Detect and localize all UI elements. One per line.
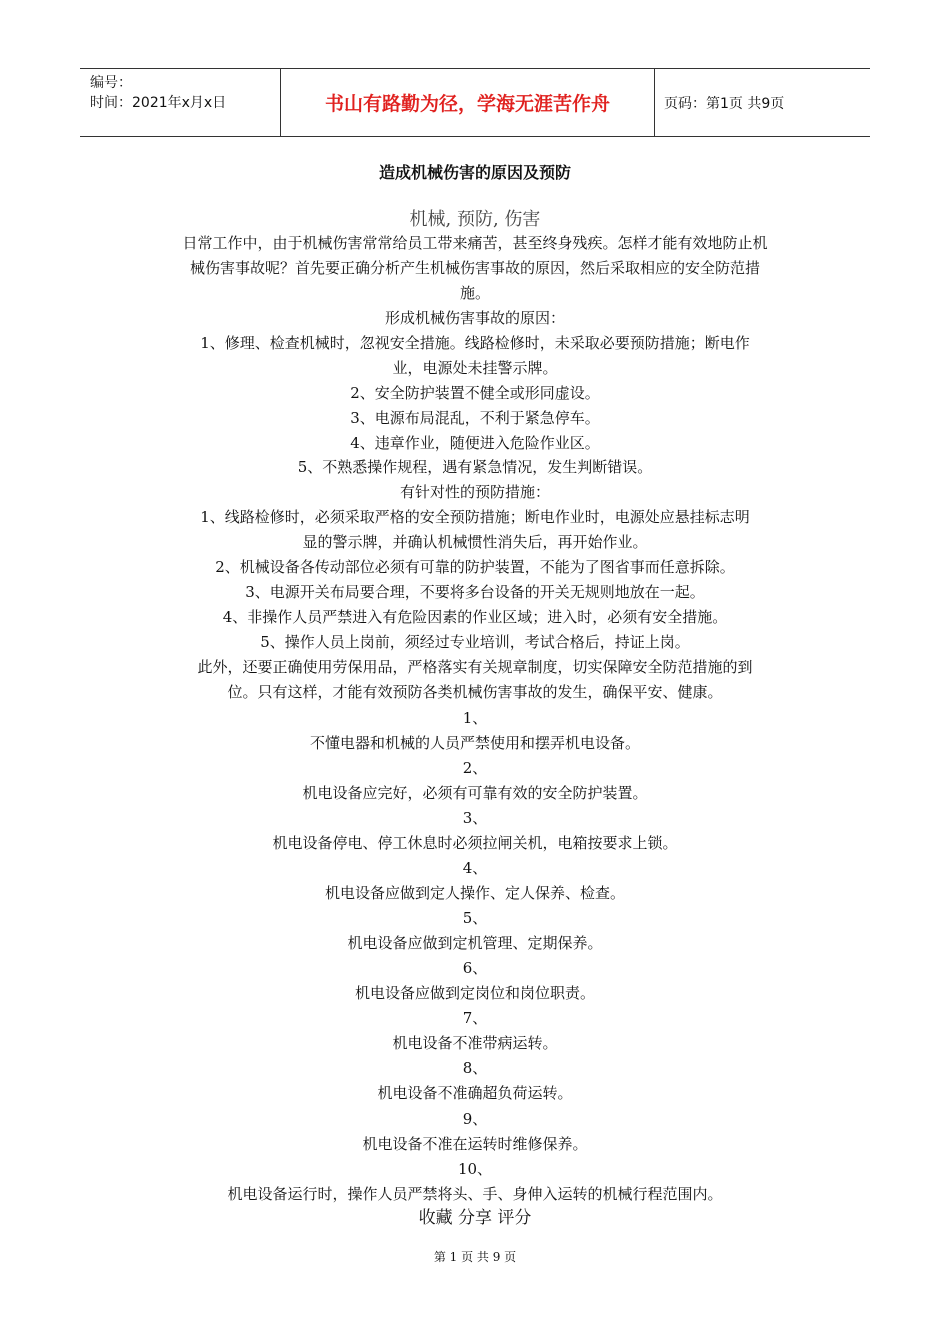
body-line: 施。	[459, 284, 490, 302]
body-line: 5、	[462, 909, 488, 927]
body-line: 9、	[462, 1110, 488, 1128]
body-line: 形成机械伤害事故的原因：	[384, 309, 565, 327]
body-line: 械伤害事故呢？首先要正确分析产生机械伤害事故的原因，然后采取相应的安全防范措	[189, 259, 760, 277]
header-table	[80, 68, 870, 137]
header-info-cell	[80, 69, 281, 136]
body-line: 7、	[462, 1009, 488, 1027]
body-line: 2、机械设备各传动部位必须有可靠的防护装置，不能为了图省事而任意拆除。	[215, 558, 735, 576]
motto-text: 书山有路勤为径，学海无涯苦作舟	[324, 93, 610, 115]
page-number-cell	[655, 69, 870, 136]
body-line: 机电设备应完好，必须有可靠有效的安全防护装置。	[302, 784, 648, 802]
body-line: 10、	[457, 1160, 493, 1178]
body-line: 机电设备应做到定机管理、定期保养。	[347, 934, 603, 952]
keyword-tags: 机械, 预防, 伤害	[409, 209, 541, 230]
document-title: 造成机械伤害的原因及预防	[378, 163, 571, 182]
body-line: 显的警示牌，并确认机械惯性消失后，再开始作业。	[302, 533, 648, 551]
number-label: 编号：	[90, 75, 132, 91]
body-line: 4、非操作人员严禁进入有危险因素的作业区域；进入时，必须有安全措施。	[222, 608, 728, 626]
body-line: 日常工作中，由于机械伤害常常给员工带来痛苦，甚至终身残疾。怎样才能有效地防止机	[182, 234, 768, 252]
body-line: 机电设备不准在运转时维修保养。	[362, 1135, 588, 1153]
body-line: 4、	[462, 859, 488, 877]
body-line: 位。只有这样，才能有效预防各类机械伤害事故的发生，确保平安、健康。	[227, 683, 723, 701]
body-line: 有针对性的预防措施：	[399, 483, 550, 501]
body-line: 1、修理、检查机械时，忽视安全措施。线路检修时，未采取必要预防措施；断电作	[200, 334, 750, 352]
body-line: 机电设备应做到定人操作、定人保养、检查。	[324, 884, 625, 902]
body-line: 3、电源布局混乱，不利于紧急停车。	[350, 409, 600, 427]
motto-cell	[281, 69, 655, 136]
time-label: 时间：2021年x月x日	[90, 95, 227, 111]
body-line: 1、	[462, 709, 488, 727]
page-number-label: 页码：第1页 共9页	[664, 95, 785, 112]
body-line: 6、	[462, 959, 488, 977]
page-footer: 第 1 页 共 9 页	[433, 1250, 517, 1264]
body-line: 业，电源处未挂警示牌。	[392, 359, 558, 377]
body-line: 机电设备运行时，操作人员严禁将头、手、身伸入运转的机械行程范围内。	[227, 1185, 723, 1203]
body-line: 机电设备停电、停工休息时必须拉闸关机，电箱按要求上锁。	[272, 834, 678, 852]
body-line: 1、线路检修时，必须采取严格的安全预防措施；断电作业时，电源处应悬挂标志明	[200, 508, 750, 526]
body-line: 4、违章作业，随便进入危险作业区。	[350, 434, 600, 452]
body-line: 此外，还要正确使用劳保用品，严格落实有关规章制度，切实保障安全防范措施的到	[197, 658, 753, 676]
body-line: 2、	[462, 759, 488, 777]
body-line: 机电设备不准确超负荷运转。	[377, 1084, 573, 1102]
body-line: 机电设备应做到定岗位和岗位职责。	[354, 984, 595, 1002]
body-line: 不懂电器和机械的人员严禁使用和摆弄机电设备。	[309, 734, 640, 752]
body-line: 8、	[462, 1059, 488, 1077]
action-links[interactable]: 收藏 分享 评分	[418, 1208, 532, 1228]
body-line: 3、电源开关布局要合理，不要将多台设备的开关无规则地放在一起。	[245, 583, 705, 601]
body-line: 5、不熟悉操作规程，遇有紧急情况，发生判断错误。	[297, 458, 653, 476]
body-line: 5、操作人员上岗前，须经过专业培训，考试合格后，持证上岗。	[260, 633, 690, 651]
body-line: 机电设备不准带病运转。	[392, 1034, 558, 1052]
body-line: 2、安全防护装置不健全或形同虚设。	[350, 384, 600, 402]
body-line: 3、	[462, 809, 488, 827]
